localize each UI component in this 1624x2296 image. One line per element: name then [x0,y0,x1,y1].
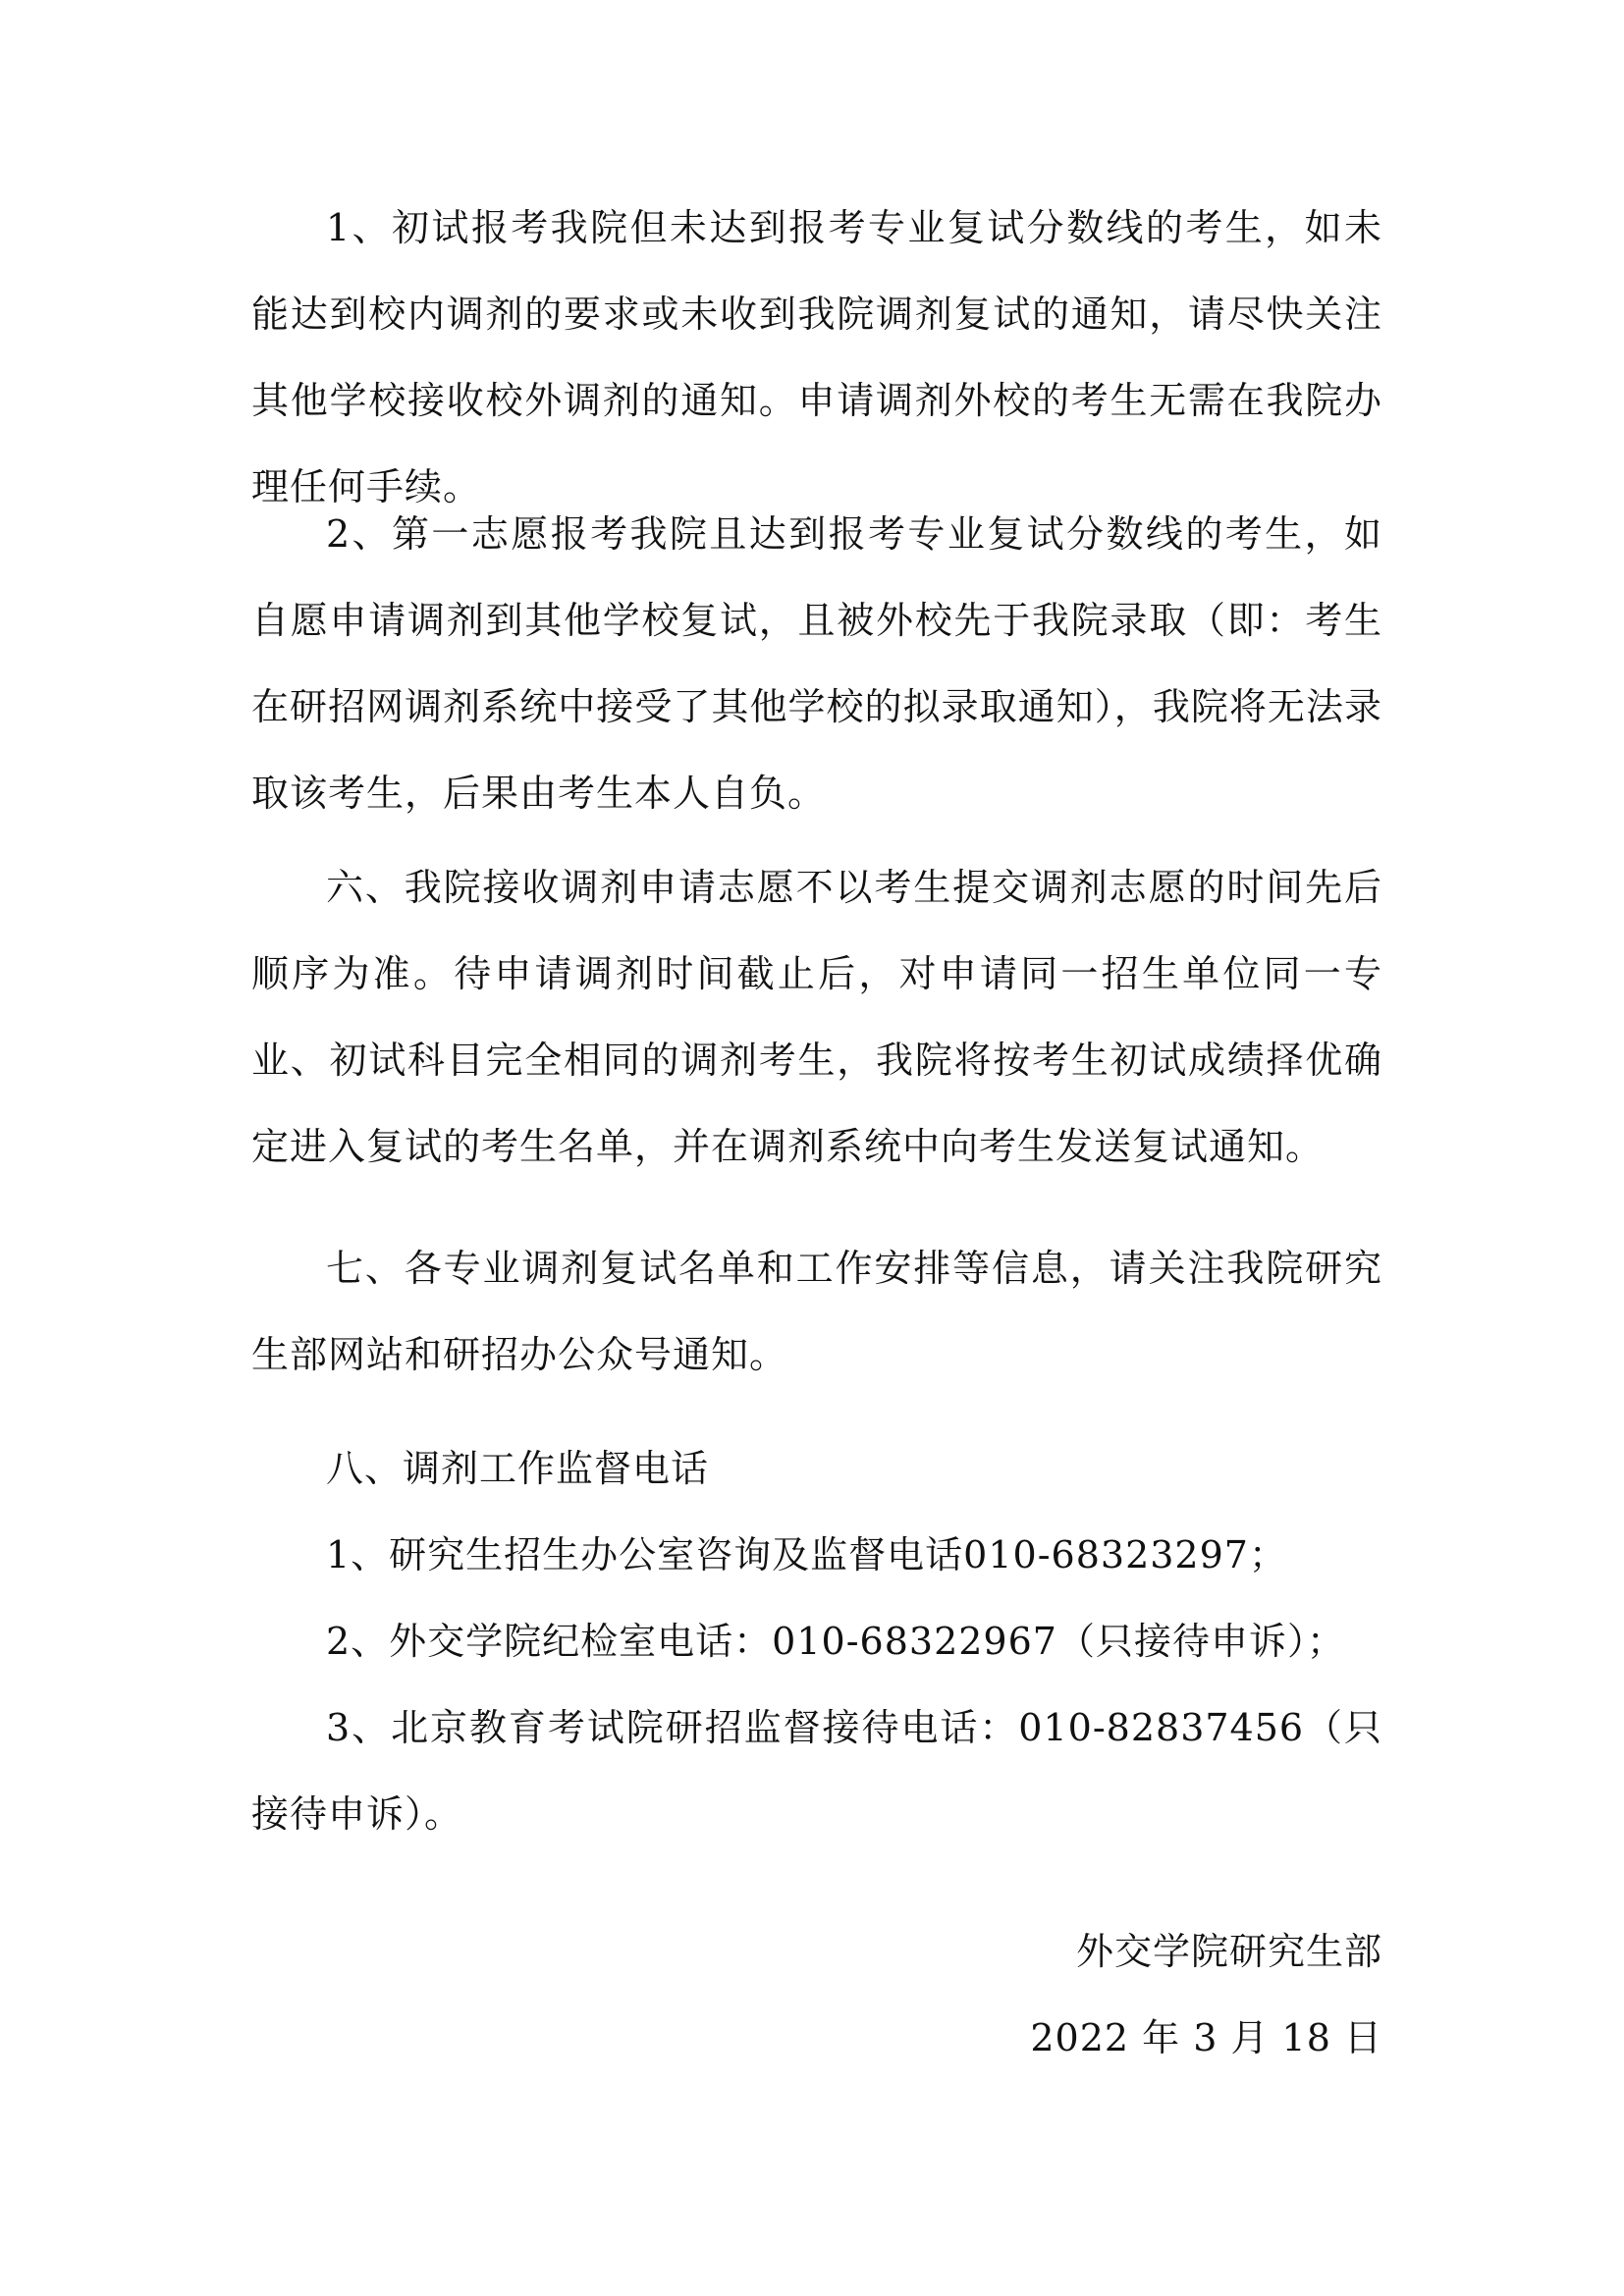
section8-item1: 1、研究生招生办公室咨询及监督电话010-68323297； [326,1533,1287,1576]
section7-paragraph: 七、各专业调剂复试名单和工作安排等信息，请关注我院研究生部网站和研招办公众号通知。 [251,1247,1382,1376]
section5-item1: 1、初试报考我院但未达到报考专业复试分数线的考生，如未能达到校内调剂的要求或未收到我院调剂复试的通知，请尽快关注其他学校接收校外调剂的通知。申请调剂外校的考生无需在我院办理任何手续。 [251,206,1382,508]
signature-org: 外交学院研究生部 [1075,1930,1382,1973]
section8-heading: 八、调剂工作监督电话 [326,1447,710,1490]
section5-item2: 2、第一志愿报考我院且达到报考专业复试分数线的考生，如自愿申请调剂到其他学校复试，且被外校先于我院录取（即：考生在研招网调剂系统中接受了其他学校的拟录取通知），我院将无法录取该考生，后果由考生本人自负。 [251,512,1382,815]
section8-item3: 3、北京教育考试院研招监督接待电话：010-82837456（只接待申诉）。 [251,1706,1382,1836]
signature-date: 2022 年 3 月 18 日 [1030,2016,1382,2059]
section6-paragraph: 六、我院接收调剂申请志愿不以考生提交调剂志愿的时间先后顺序为准。待申请调剂时间截止后，对申请同一招生单位同一专业、初试科目完全相同的调剂考生，我院将按考生初试成绩择优确定进入复试的考生名单，并在调剂系统中向考生发送复试通知。 [251,866,1382,1168]
section8-item2: 2、外交学院纪检室电话：010-68322967（只接待申诉）； [326,1620,1345,1663]
